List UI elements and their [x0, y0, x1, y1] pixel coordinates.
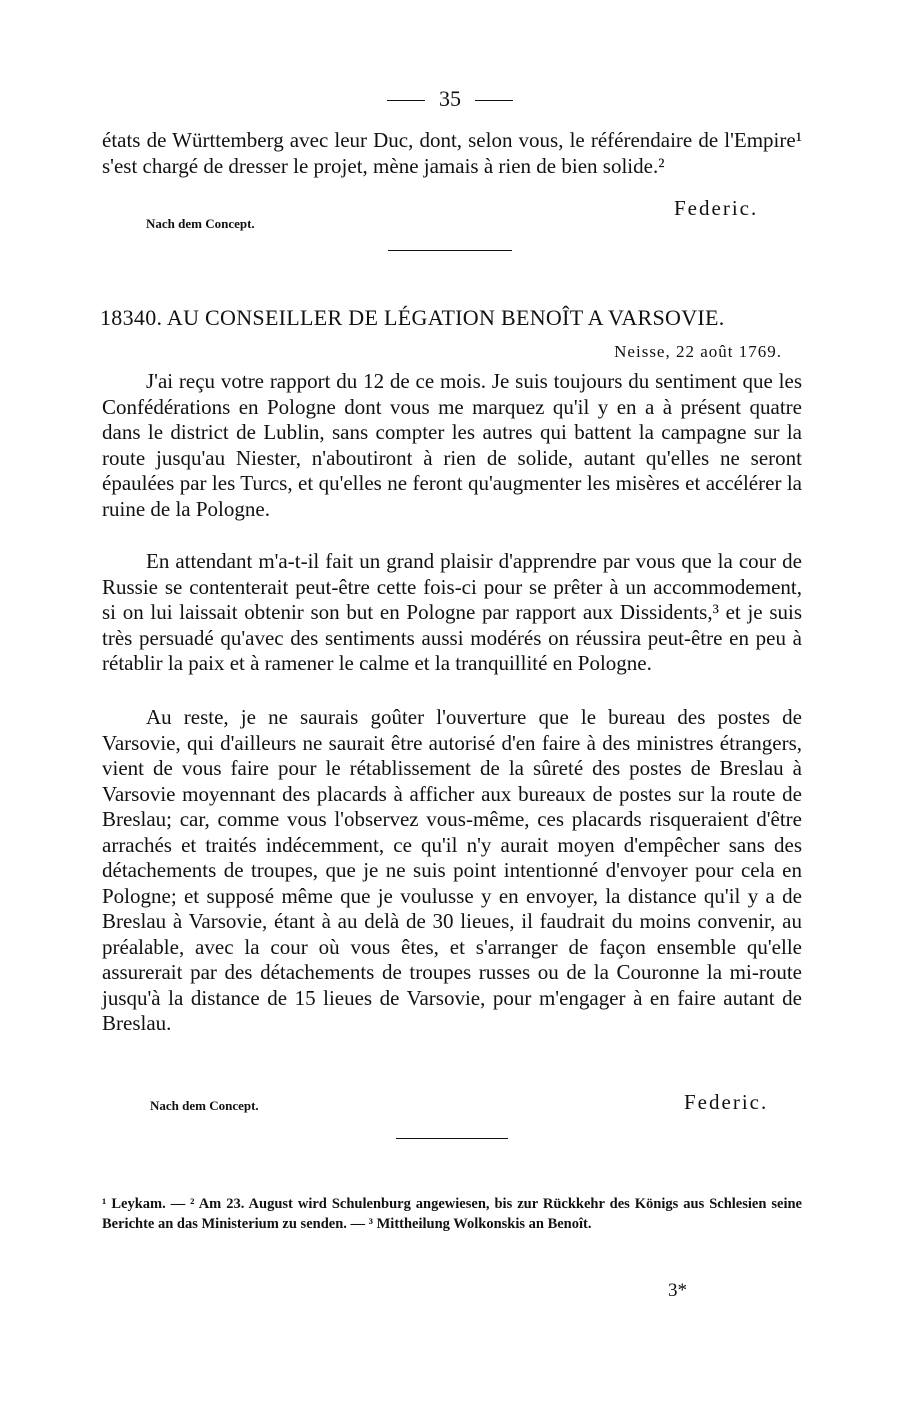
header-dash-left	[387, 100, 425, 101]
page-header	[0, 86, 900, 112]
signature-mark: 3*	[668, 1280, 687, 1301]
page-number: 35	[439, 86, 461, 111]
footnote-divider	[396, 1138, 508, 1139]
section-divider	[388, 250, 512, 251]
prev-letter-note: Nach dem Concept.	[146, 216, 255, 231]
letter-paragraph: Au reste, je ne saurais goûter l'ouverture que le bureau des postes de Varsovie, qui d'ailleurs ne saurait être autorisé d'en faire à des ministres étrangers, vient de vous faire pour le rétablissement de la sûreté des postes de Breslau à Varsovie moyennant des placards à afficher aux bureaux de postes sur la route de Breslau; car, comme vous l'observez vous-même, ces placards risqueraient d'être arrachés et traités indécemment, ce qu'il n'y aurait moyen d'empêcher sans des détachements de troupes, que je ne suis point intentionné d'envoyer pour cela en Pologne; et supposé même que je voulusse y en envoyer, la distance qu'il y a de Breslau à Varsovie, étant à au delà de 30 lieues, il faudrait du moins convenir, au préalable, avec la cour où vous êtes, et s'arranger de façon ensemble qu'elle assurerait par des détachements de troupes russes ou de la Couronne la mi-route jusqu'à la distance de 15 lieues de Varsovie, pour m'engager à en faire autant de Breslau.	[102, 705, 802, 1035]
footnotes: ¹ Leykam. — ² Am 23. August wird Schulenburg angewiesen, bis zur Rückkehr des Königs aus Schlesien seine Berichte an das Ministerium zu senden. — ³ Mittheilung Wolkonskis an Benoît.	[102, 1196, 802, 1232]
prev-letter-signature: Federic.	[674, 196, 759, 220]
letter-note: Nach dem Concept.	[150, 1098, 259, 1113]
header-dash-right	[475, 100, 513, 101]
letter-title: 18340. AU CONSEILLER DE LÉGATION BENOÎT A VARSOVIE.	[100, 305, 725, 330]
letter-dateline: Neisse, 22 août 1769.	[614, 342, 782, 361]
prev-letter-text: états de Württemberg avec leur Duc, dont, selon vous, le référendaire de l'Empire¹ s'est chargé de dresser le projet, mène jamais à rien de bien solide.²	[102, 128, 802, 178]
letter-paragraph: En attendant m'a-t-il fait un grand plaisir d'apprendre par vous que la cour de Russie se contenterait peut-être cette fois-ci pour se prêter à un accommodement, si on lui laissait obtenir son but en Pologne par rapport aux Dissidents,³ et je suis très persuadé qu'avec des sentiments aussi modérés on réussira peut-être en peu à rétablir la paix et à ramener le calme et la tranquillité en Pologne.	[102, 549, 802, 675]
letter-paragraph: J'ai reçu votre rapport du 12 de ce mois. Je suis toujours du sentiment que les Confédérations en Pologne dont vous me marquez qu'il y en a à présent quatre dans le district de Lublin, sans compter les autres qui battent la campagne sur la route jusqu'au Niester, n'aboutiront à rien de solide, autant qu'elles ne seront épaulées par les Turcs, et qu'elles ne feront qu'augmenter les misères et accélérer la ruine de la Pologne.	[102, 369, 802, 521]
letter-signature: Federic.	[684, 1090, 769, 1114]
